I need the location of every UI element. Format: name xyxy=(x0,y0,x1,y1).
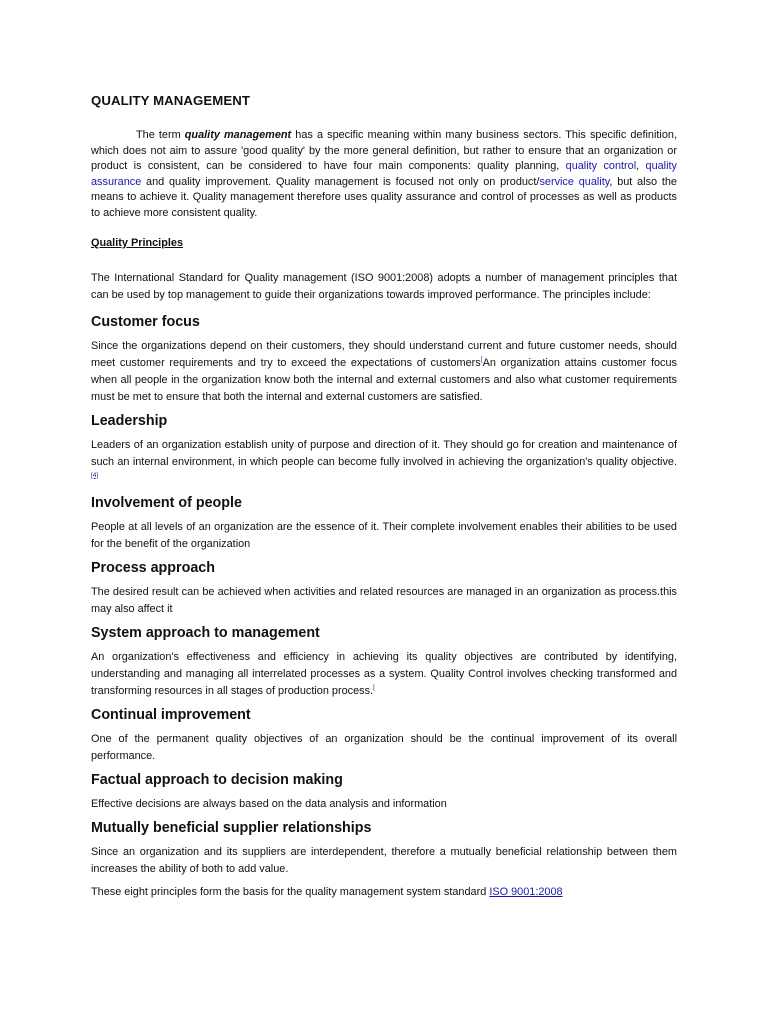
system-approach-paragraph xyxy=(91,649,677,700)
document-title: QUALITY MANAGEMENT xyxy=(91,93,251,108)
customer-focus-text-b: An organization attains customer focus when all people in the organization know both the internal and external customers and also what customer requirements must be met to ensure that both the internal and external customers are satisfied. xyxy=(91,356,677,403)
intro-text-4: and quality improvement. Quality management is focused not only on product/ xyxy=(141,175,540,188)
service-quality-link[interactable]: service quality xyxy=(539,175,610,188)
supplier-relationships-heading: Mutually beneficial supplier relationships xyxy=(91,819,372,836)
closing-paragraph xyxy=(91,884,677,901)
iso-9001-link[interactable]: ISO 9001:2008 xyxy=(489,885,563,898)
intro-text-5: , but also the means to achieve it. Quality management therefore uses quality assurance and control of processes as well as products to achieve more consistent quality. xyxy=(91,175,677,219)
intro-text-1: The term xyxy=(136,129,185,141)
involvement-paragraph: People at all levels of an organization are the essence of it. Their complete involvement enables their abilities to be used for the benefit of the organization xyxy=(91,520,677,550)
system-approach-citation-link[interactable]: [ xyxy=(373,683,375,691)
system-approach-heading: System approach to management xyxy=(91,624,320,641)
factual-approach-heading: Factual approach to decision making xyxy=(91,771,343,788)
process-approach-heading: Process approach xyxy=(91,559,215,576)
quality-assurance-link[interactable]: quality assurance xyxy=(91,160,677,188)
intro-term: quality management xyxy=(184,129,292,141)
intro-text-3: , xyxy=(636,160,646,173)
customer-focus-text-a: Since the organizations depend on their customers, they should understand current and future customer needs, should meet customer requirements and try to exceed the expectations of customers xyxy=(91,339,677,369)
process-approach-paragraph: The desired result can be achieved when activities and related resources are managed in an organization as process.this may also affect it xyxy=(91,585,677,615)
system-approach-text: An organization's effectiveness and efficiency in achieving its quality objectives are contributed by identifying, understanding and managing all interrelated processes as a system. Quality Control involves checking transformed and transforming resources in all stages of production process. xyxy=(91,650,677,697)
leadership-citation-link[interactable]: [4] xyxy=(91,471,99,479)
supplier-relationships-paragraph: Since an organization and its suppliers are interdependent, therefore a mutually beneficial relationship between them increases the ability of both to add value. xyxy=(91,845,677,875)
leadership-text: Leaders of an organization establish unity of purpose and direction of it. They should go for creation and maintenance of such an internal environment, in which people can become fully involved in achieving the organization's quality objective. xyxy=(91,438,677,468)
quality-principles-heading: Quality Principles xyxy=(91,236,183,249)
customer-focus-heading: Customer focus xyxy=(91,313,200,330)
continual-improvement-heading: Continual improvement xyxy=(91,706,251,723)
continual-improvement-paragraph: One of the permanent quality objectives of an organization should be the continual improvement of its overall performance. xyxy=(91,732,677,762)
leadership-paragraph xyxy=(91,437,677,488)
quality-control-link[interactable]: quality control xyxy=(565,160,637,173)
closing-text: These eight principles form the basis for the quality management system standard xyxy=(91,885,490,898)
involvement-heading: Involvement of people xyxy=(91,494,242,511)
principles-lead-paragraph: The International Standard for Quality management (ISO 9001:2008) adopts a number of management principles that can be used by top management to guide their organizations towards improved performance. The principles include: xyxy=(91,271,677,301)
intro-paragraph xyxy=(91,128,677,222)
customer-focus-citation-link[interactable]: [ xyxy=(480,355,483,363)
factual-approach-paragraph: Effective decisions are always based on the data analysis and information xyxy=(91,797,447,810)
leadership-heading: Leadership xyxy=(91,412,168,429)
customer-focus-paragraph xyxy=(91,338,677,406)
intro-text-2: has a specific meaning within many business sectors. This specific definition, which does not aim to assure 'good quality' by the more general definition, but rather to ensure that an organization or product is consistent, can be considered to have four main components: quality planning, xyxy=(91,129,677,173)
